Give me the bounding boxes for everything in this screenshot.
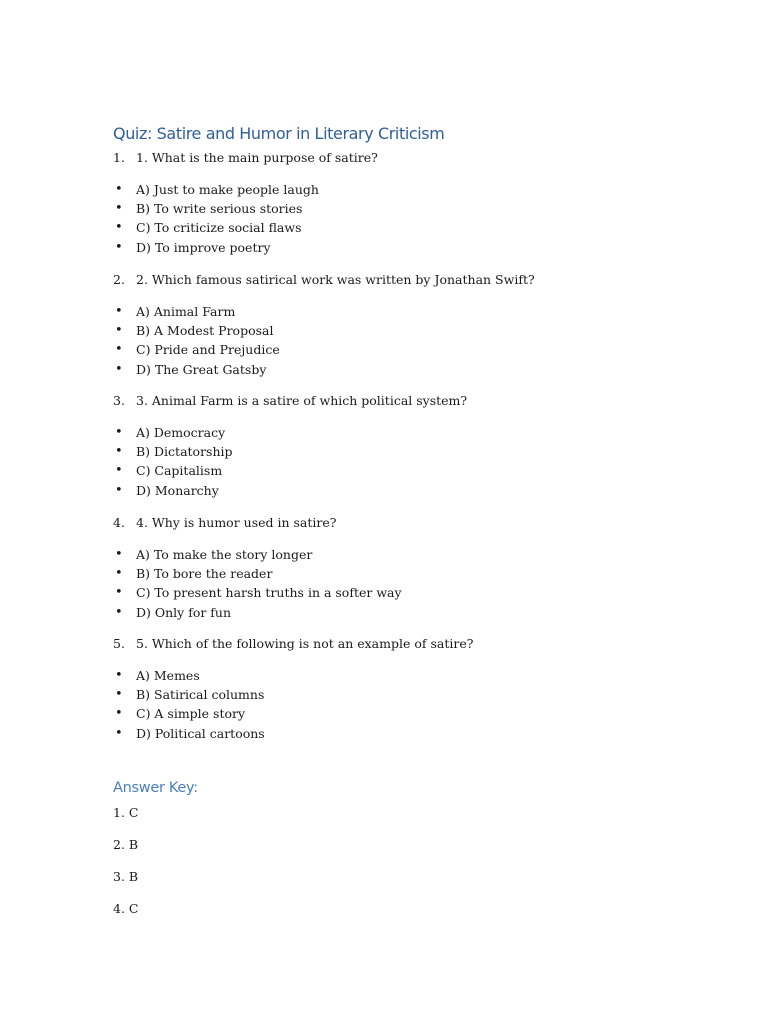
- option-text: D) Political cartoons: [136, 725, 265, 741]
- bullet: •: [115, 668, 123, 683]
- question-text: 4. Why is humor used in satire?: [136, 515, 337, 530]
- option-text: A) Memes: [136, 668, 200, 683]
- question-number: 4.: [113, 515, 125, 530]
- question-1-options: [113, 180, 319, 257]
- option-text: A) Democracy: [136, 425, 226, 440]
- option-text: A) To make the story longer: [136, 547, 313, 562]
- question-2-options: [113, 302, 280, 379]
- question-number: 5.: [113, 636, 125, 651]
- option-item: [113, 360, 280, 379]
- bullet: •: [115, 566, 123, 582]
- bullet: •: [115, 323, 123, 339]
- option-item: [113, 481, 233, 500]
- question-3: [113, 391, 467, 411]
- question-4-options: [113, 545, 402, 622]
- bullet: •: [115, 444, 123, 460]
- option-item: [113, 583, 402, 602]
- option-item: [113, 545, 402, 564]
- option-text: D) The Great Gatsby: [136, 361, 267, 377]
- option-item: [113, 180, 319, 199]
- option-text: D) Monarchy: [136, 482, 219, 498]
- question-5: [113, 634, 473, 654]
- option-text: B) A Modest Proposal: [136, 323, 274, 339]
- question-1: [113, 148, 378, 168]
- option-item: [113, 704, 265, 723]
- question-text: 3. Animal Farm is a satire of which political system?: [136, 393, 468, 408]
- answer-key-line: 2. B: [113, 837, 139, 852]
- bullet: •: [115, 585, 123, 601]
- bullet: •: [115, 687, 123, 703]
- bullet: •: [115, 220, 123, 236]
- option-item: [113, 340, 280, 359]
- bullet: •: [115, 182, 123, 197]
- option-item: [113, 302, 280, 321]
- option-text: D) Only for fun: [136, 604, 232, 620]
- question-text: 5. Which of the following is not an example of satire?: [136, 636, 474, 651]
- option-text: D) To improve poetry: [136, 239, 271, 255]
- option-item: [113, 218, 319, 237]
- bullet: •: [115, 342, 123, 358]
- quiz-title: Quiz: Satire and Humor in Literary Criticism: [113, 124, 445, 143]
- bullet: •: [115, 239, 123, 255]
- bullet: •: [115, 201, 123, 217]
- answer-key-line: 3. B: [113, 869, 139, 884]
- bullet: •: [115, 361, 123, 377]
- answer-key-line: 4. C: [113, 901, 139, 916]
- option-text: C) Capitalism: [136, 463, 223, 479]
- option-item: [113, 603, 402, 622]
- option-item: [113, 461, 233, 480]
- option-item: [113, 724, 265, 743]
- bullet: •: [115, 482, 123, 498]
- option-item: [113, 442, 233, 461]
- option-item: [113, 321, 280, 340]
- option-item: [113, 423, 233, 442]
- question-number: 2.: [113, 272, 125, 287]
- option-text: B) To bore the reader: [136, 566, 273, 582]
- question-number: 3.: [113, 393, 125, 408]
- question-3-options: [113, 423, 233, 500]
- option-item: [113, 199, 319, 218]
- option-item: [113, 666, 265, 685]
- bullet: •: [115, 725, 123, 741]
- question-number: 1.: [113, 150, 125, 165]
- bullet: •: [115, 604, 123, 620]
- option-item: [113, 564, 402, 583]
- question-text: 2. Which famous satirical work was written by Jonathan Swift?: [136, 272, 535, 287]
- question-2: [113, 270, 535, 290]
- option-text: B) To write serious stories: [136, 201, 303, 217]
- option-text: A) Animal Farm: [136, 304, 236, 319]
- option-item: [113, 238, 319, 257]
- bullet: •: [115, 706, 123, 722]
- question-4: [113, 513, 336, 533]
- option-text: A) Just to make people laugh: [136, 182, 319, 197]
- option-text: C) Pride and Prejudice: [136, 342, 280, 358]
- answer-key-line: 1. C: [113, 805, 139, 820]
- answer-key-title: Answer Key:: [113, 780, 198, 796]
- bullet: •: [115, 463, 123, 479]
- option-text: C) To present harsh truths in a softer way: [136, 585, 402, 601]
- option-item: [113, 685, 265, 704]
- option-text: C) To criticize social flaws: [136, 220, 302, 236]
- option-text: B) Satirical columns: [136, 687, 265, 703]
- bullet: •: [115, 547, 123, 562]
- option-text: C) A simple story: [136, 706, 246, 722]
- question-5-options: [113, 666, 265, 743]
- bullet: •: [115, 304, 123, 319]
- bullet: •: [115, 425, 123, 440]
- option-text: B) Dictatorship: [136, 444, 233, 460]
- question-text: 1. What is the main purpose of satire?: [136, 150, 378, 165]
